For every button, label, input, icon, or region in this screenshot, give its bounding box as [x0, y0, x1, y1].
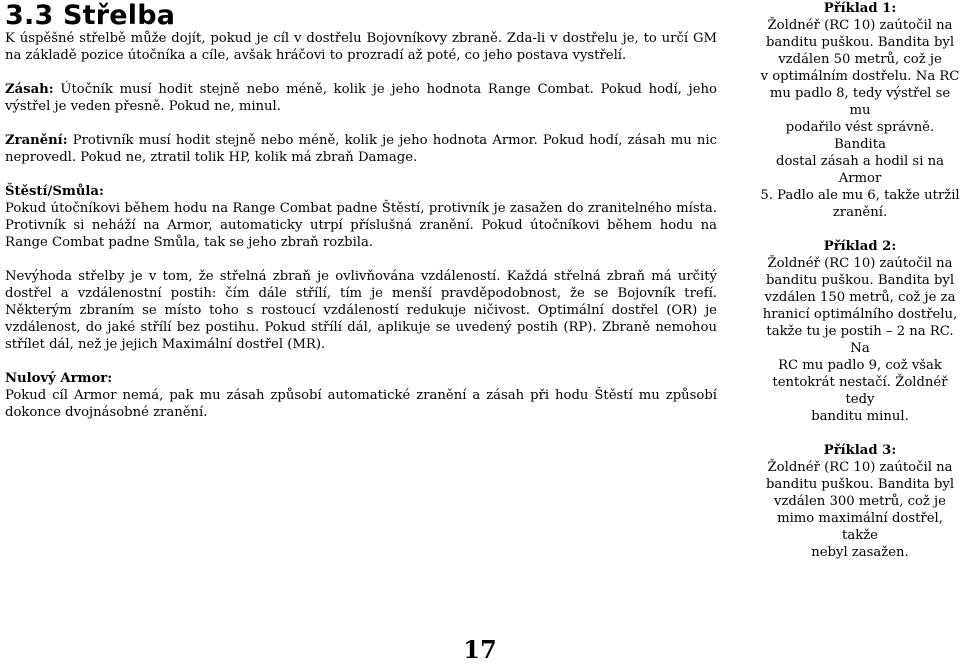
- example-2-line: banditu minul.: [811, 409, 909, 424]
- section-title: 3.3 Střelba: [5, 0, 176, 31]
- example-2-line: RC mu padlo 9, což však: [778, 358, 942, 373]
- example-3: [760, 442, 960, 561]
- luck-label: Štěstí/Smůla:: [5, 184, 104, 199]
- example-2-line: takže tu je postih – 2 na RC. Na: [766, 324, 954, 356]
- hit-text: Útočník musí hodit stejně nebo méně, kolik je jeho hodnota Range Combat. Pokud hodí, jeho výstřel je veden přesně. Pokud ne, minul.: [5, 82, 717, 114]
- example-2-line: banditu puškou. Bandita byl: [765, 273, 955, 288]
- example-1: [760, 0, 960, 221]
- example-2-line: tentokrát nestačí. Žoldnéř tedy: [772, 375, 948, 407]
- intro-paragraph: K úspěšné střelbě může dojít, pokud je cíl v dostřelu Bojovníkovy zbraně. Zda-li v dostřelu je, to určí GM na základě pozice útočníka a cíle, avšak hráčovi to prozradí až poté, co jeho postava vystřelí.: [5, 31, 717, 63]
- example-2: [760, 238, 960, 425]
- luck-text: Pokud útočníkovi během hodu na Range Combat padne Štěstí, protivník je zasažen do zranitelného místa. Protivník si neháží na Armor, automaticky utrpí příslušná zranění. Pokud útočníkovi během hodu na Range Combat padne Smůla, tak se jeho zbraň rozbila.: [5, 201, 717, 250]
- example-1-line: mu padlo 8, tedy výstřel se mu: [769, 86, 951, 118]
- zero-armor-text: Pokud cíl Armor nemá, pak mu zásah způsobí automatické zranění a zásah při hodu Štěstí mu způsobí dokonce dvojnásobné zranění.: [5, 388, 717, 420]
- example-3-line: banditu puškou. Bandita byl: [765, 477, 955, 492]
- example-2-line: vzdálen 150 metrů, což je za: [764, 290, 956, 305]
- example-2-title: Příklad 2:: [823, 239, 897, 254]
- example-1-line: banditu puškou. Bandita byl: [765, 35, 955, 50]
- wound-label: Zranění:: [5, 133, 68, 148]
- hit-paragraph: [5, 81, 717, 115]
- example-3-line: Žoldnéř (RC 10) zaútočil na: [767, 460, 953, 475]
- example-1-line: dostal zásah a hodil si na Armor: [776, 154, 944, 186]
- example-3-line: vzdálen 300 metrů, což je: [774, 494, 946, 509]
- example-2-line: hranicí optimálního dostřelu,: [762, 307, 958, 322]
- example-3-line: mimo maximální dostřel, takže: [777, 511, 943, 543]
- example-1-line: v optimálním dostřelu. Na RC: [760, 69, 960, 84]
- wound-paragraph: [5, 132, 717, 166]
- example-3-line: nebyl zasažen.: [811, 545, 909, 560]
- example-3-title: Příklad 3:: [823, 443, 897, 458]
- hit-label: Zásah:: [5, 82, 54, 97]
- page-number: 17: [463, 635, 497, 664]
- example-1-title: Příklad 1:: [823, 1, 897, 16]
- main-column: [5, 0, 717, 421]
- wound-text: Protivník musí hodit stejně nebo méně, kolik je jeho hodnota Armor. Pokud hodí, zásah mu nic neprovedl. Pokud ne, ztratil tolik HP, kolik má zbraň Damage.: [5, 133, 717, 165]
- range-paragraph: Nevýhoda střelby je v tom, že střelná zbraň je ovlivňována vzdáleností. Každá střelná zbraň má určitý dostřel a vzdálenostní postih: čím dále střílí, tím je menší pravděpodobnost, že se Bojovník trefí. Některým zbraním se místo toho s rostoucí vzdáleností redukuje ničivost. Optimální dostřel (OR) je vzdálenost, do jaké střílí bez postihu. Pokud střílí dál, aplikuje se uvedený postih (RP). Zbraně nemohou střílet dál, než je jejich Maximální dostřel (MR).: [5, 269, 717, 352]
- zero-armor-label: Nulový Armor:: [5, 371, 113, 386]
- example-1-line: 5. Padlo ale mu 6, takže utržil: [760, 188, 960, 203]
- example-1-line: zranění.: [832, 205, 888, 220]
- example-1-line: Žoldnéř (RC 10) zaútočil na: [767, 18, 953, 33]
- example-1-line: podařilo vést správně. Bandita: [785, 120, 935, 152]
- examples-sidebar: [760, 0, 960, 561]
- example-2-line: Žoldnéř (RC 10) zaútočil na: [767, 256, 953, 271]
- example-1-line: vzdálen 50 metrů, což je: [778, 52, 942, 67]
